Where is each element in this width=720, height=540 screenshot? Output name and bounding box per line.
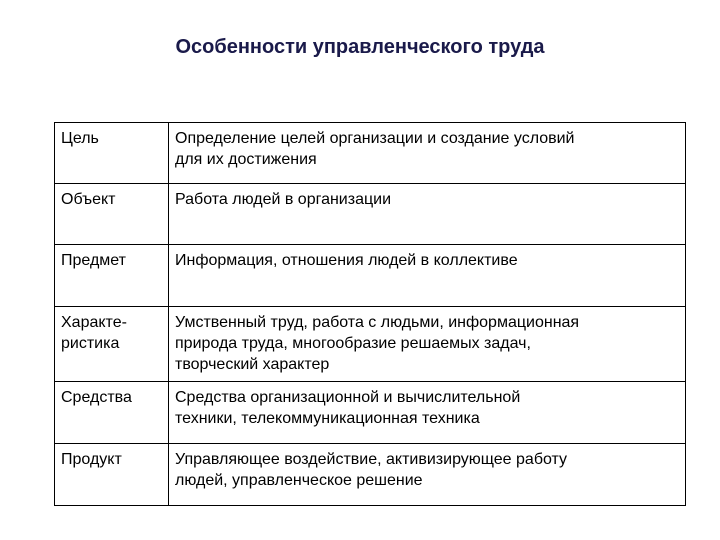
row-value <box>169 307 686 382</box>
row-value <box>169 123 686 184</box>
page-title: Особенности управленческого труда <box>175 36 545 58</box>
row-value <box>169 382 686 444</box>
table-row <box>55 444 686 506</box>
label-line: Цель <box>61 130 99 147</box>
row-label <box>55 245 169 307</box>
value-line: Управляющее воздействие, активизирующее работу <box>175 451 568 468</box>
table-row <box>55 382 686 444</box>
value-line: Определение целей организации и создание условий <box>175 130 575 147</box>
row-label <box>55 444 169 506</box>
label-line: Характе- <box>61 314 127 331</box>
row-label <box>55 307 169 382</box>
table-row <box>55 123 686 184</box>
label-line: Объект <box>61 191 116 208</box>
value-line: Работа людей в организации <box>175 191 392 208</box>
table-row <box>55 184 686 245</box>
row-value <box>169 245 686 307</box>
table-row <box>55 245 686 307</box>
label-line: ристика <box>61 335 120 352</box>
value-line: техники, телекоммуникационная техника <box>175 410 480 427</box>
row-value <box>169 184 686 245</box>
value-line: людей, управленческое решение <box>175 472 423 489</box>
row-label <box>55 123 169 184</box>
label-line: Предмет <box>61 252 126 269</box>
value-line: творческий характер <box>175 356 330 373</box>
row-value <box>169 444 686 506</box>
value-line: природа труда, многообразие решаемых задач, <box>175 335 531 352</box>
value-line: Умственный труд, работа с людьми, информационная <box>175 314 580 331</box>
row-label <box>55 382 169 444</box>
table-row <box>55 307 686 382</box>
label-line: Продукт <box>61 451 122 468</box>
features-table <box>54 122 686 506</box>
value-line: Средства организационной и вычислительной <box>175 389 521 406</box>
value-line: Информация, отношения людей в коллективе <box>175 252 518 269</box>
value-line: для их достижения <box>175 151 317 168</box>
row-label <box>55 184 169 245</box>
label-line: Средства <box>61 389 132 406</box>
